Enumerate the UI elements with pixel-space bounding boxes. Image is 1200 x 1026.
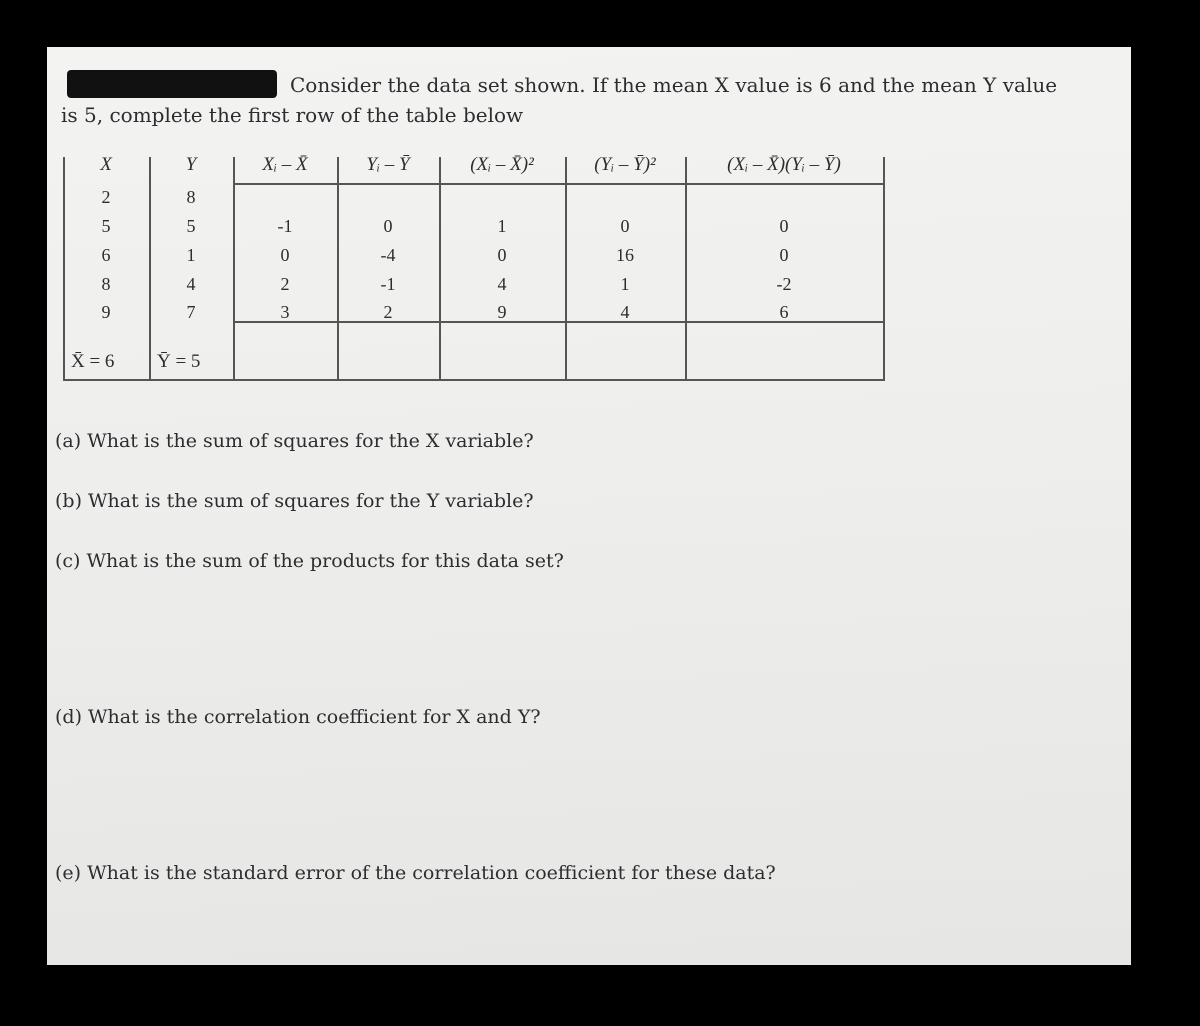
header-y-squared-deviation: (Yᵢ – Ȳ)²: [594, 154, 656, 175]
cell-x: 9: [101, 302, 111, 322]
cell-y-squared-deviation: 4: [620, 302, 630, 322]
header-y: Y: [185, 154, 197, 175]
table-divider: [439, 157, 441, 381]
cell-y: 8: [186, 187, 196, 207]
cell-y: 7: [186, 302, 196, 322]
cell-product: 6: [779, 302, 789, 322]
header-products: (Xᵢ – X̄)(Yᵢ – Ȳ): [727, 154, 841, 175]
table-rule: [233, 183, 885, 185]
table-divider: [685, 157, 687, 381]
cell-product: -2: [776, 274, 792, 294]
cell-x-deviation: 2: [280, 274, 290, 294]
table-divider: [565, 157, 567, 381]
intro-line-2: is 5, complete the first row of the table below: [61, 103, 524, 127]
cell-y-squared-deviation: 1: [620, 274, 630, 294]
intro-line-1: Consider the data set shown. If the mean X value is 6 and the mean Y value: [290, 73, 1058, 97]
cell-product: 0: [779, 216, 789, 236]
cell-x: 5: [101, 216, 111, 236]
cell-y: 5: [186, 216, 196, 236]
cell-x-deviation: -1: [277, 216, 293, 236]
data-table: [63, 149, 885, 381]
table-rule: [63, 379, 885, 381]
y-mean-label: Ȳ = 5: [157, 351, 201, 372]
cell-x-deviation: 3: [280, 302, 290, 322]
cell-y-squared-deviation: 16: [616, 245, 634, 265]
question-b: (b) What is the sum of squares for the Y variable?: [55, 490, 534, 512]
cell-x-squared-deviation: 4: [497, 274, 507, 294]
table-divider: [149, 157, 151, 381]
cell-x: 6: [101, 245, 111, 265]
header-y-deviation: Yᵢ – Ȳ: [366, 154, 410, 175]
cell-y-deviation: -4: [380, 245, 396, 265]
question-c: (c) What is the sum of the products for this data set?: [55, 550, 564, 572]
table-divider: [63, 157, 65, 381]
cell-x: 2: [101, 187, 111, 207]
cell-y-deviation: 0: [383, 216, 393, 236]
cell-x-squared-deviation: 9: [497, 302, 507, 322]
cell-y-deviation: 2: [383, 302, 393, 322]
cell-x: 8: [101, 274, 111, 294]
redaction-bar: [67, 70, 277, 98]
worksheet-page: [47, 47, 1131, 965]
table-divider: [233, 157, 235, 381]
question-a: (a) What is the sum of squares for the X variable?: [55, 430, 534, 452]
x-mean-label: X̄ = 6: [71, 351, 115, 372]
cell-y-squared-deviation: 0: [620, 216, 630, 236]
cell-y: 4: [186, 274, 196, 294]
cell-x-squared-deviation: 1: [497, 216, 507, 236]
header-x-deviation: Xᵢ – X̄: [262, 154, 308, 175]
question-e: (e) What is the standard error of the correlation coefficient for these data?: [55, 862, 776, 884]
header-x: X: [100, 154, 112, 175]
table-divider: [337, 157, 339, 381]
cell-y: 1: [186, 245, 196, 265]
header-x-squared-deviation: (Xᵢ – X̄)²: [470, 154, 534, 175]
cell-x-deviation: 0: [280, 245, 290, 265]
cell-y-deviation: -1: [380, 274, 396, 294]
table-divider: [883, 157, 885, 381]
cell-x-squared-deviation: 0: [497, 245, 507, 265]
cell-product: 0: [779, 245, 789, 265]
question-d: (d) What is the correlation coefficient for X and Y?: [55, 706, 541, 728]
